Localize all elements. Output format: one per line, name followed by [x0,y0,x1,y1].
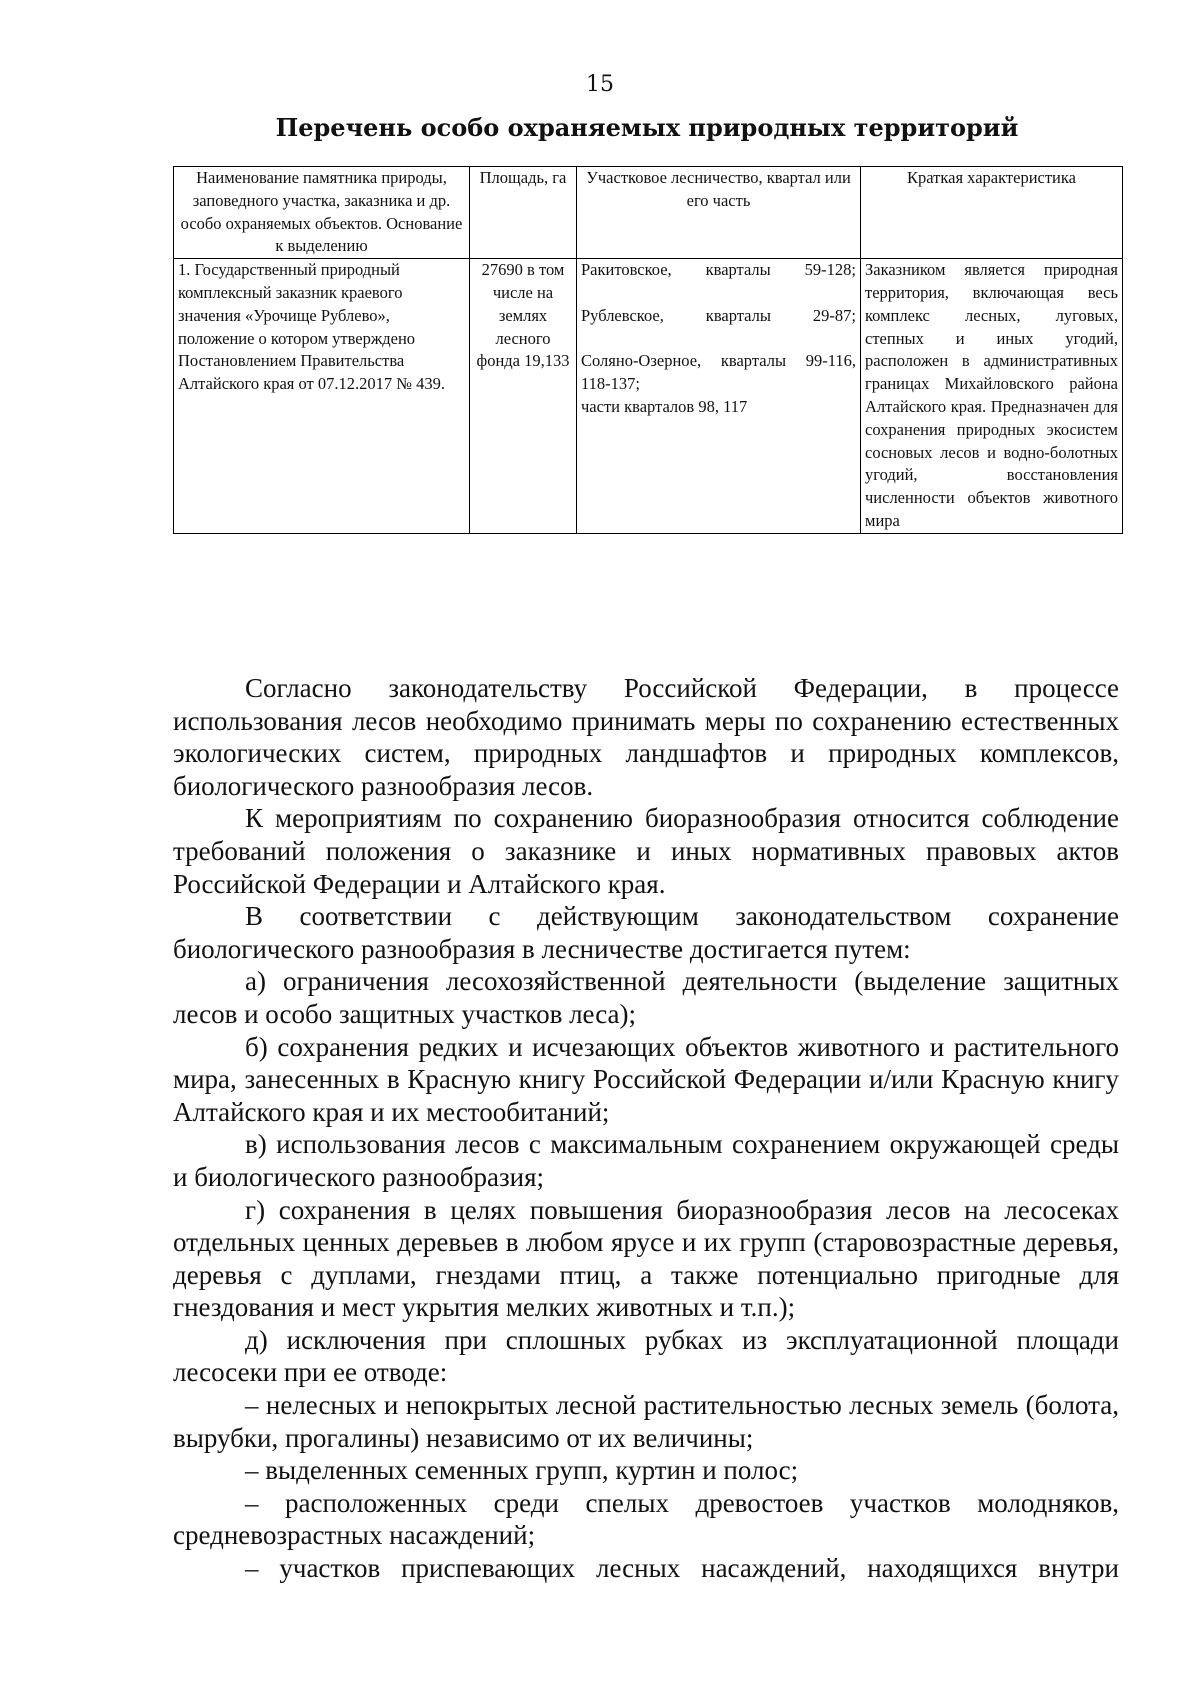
document-title: Перечень особо охраняемых природных территорий [275,113,1019,142]
paragraph: – выделенных семенных групп, куртин и полос; [245,1455,799,1486]
forestry-line: Соляно-Озерное, кварталы 99-116, 118-137; [581,351,856,394]
paragraph: б) сохранения редких и исчезающих объектов животного и растительного мира, занесенных в Красную книгу Российской Федерации и/или Красную книгу Алтайского края и их местообитаний; [173,1031,1119,1127]
paragraph: г) сохранения в целях повышения биоразнообразия лесов на лесосеках отдельных ценных деревьев в любом ярусе и их групп (старовозрастные деревья, деревья с дуплами, гнездами птиц, а также потенциально пригодные для гнездования и мест укрытия мелких животных и т.п.); [173,1194,1119,1323]
cell-forestry [577,259,861,534]
header-forestry: Участковое лесничество, квартал или его часть [577,167,861,259]
protected-territories-table [173,166,1123,534]
cell-territory-name: 1. Государственный природный комплексный заказник краевого значения «Урочище Рублево», положение о котором утверждено Постановлением Правительства Алтайского края от 07.12.2017 № 439. [174,259,470,534]
page-number: 15 [586,72,614,97]
forestry-line: Рублевское, кварталы 29-87; [581,305,856,325]
paragraph: д) исключения при сплошных рубках из эксплуатационной площади лесосеки при ее отводе: [173,1324,1119,1388]
forestry-line: Ракитовское, кварталы 59-128; [581,260,856,280]
paragraph: К мероприятиям по сохранению биоразнообразия относится соблюдение требований положения о заказнике и иных нормативных правовых актов Российской Федерации и Алтайского края. [173,803,1119,899]
table-row [174,259,1123,534]
header-area: Площадь, га [470,167,577,259]
paragraph: Согласно законодательству Российской Федерации, в процессе использования лесов необходимо принимать меры по сохранению естественных экологических систем, природных ландшафтов и природных комплексов, биологического разнообразия лесов. [173,673,1119,801]
forestry-line: части кварталов 98, 117 [581,396,748,416]
paragraph: а) ограничения лесохозяйственной деятельности (выделение защитных лесов и особо защитных участков леса); [173,966,1119,1029]
paragraph: – нелесных и непокрытых лесной растительностью лесных земель (болота, вырубки, прогалины) независимо от их величины; [173,1390,1119,1453]
body-text [173,672,1119,1585]
header-name: Наименование памятника природы, заповедного участка, заказника и др. особо охраняемых объектов. Основание к выделению [174,167,470,259]
paragraph: – расположенных среди спелых древостоев участков молодняков, средневозрастных насаждений; [173,1487,1119,1551]
header-description: Краткая характеристика [861,167,1123,259]
cell-description: Заказником является природная территория, включающая весь комплекс лесных, луговых, степных и иных угодий, расположен в административных границах Михайловского района Алтайского края. Предназначен для сохранения природных экосистем сосновых лесов и водно-болотных угодий, восстановления численности объектов животного мира [861,259,1123,534]
paragraph: в) использования лесов с максимальным сохранением окружающей среды и биологического разнообразия; [173,1129,1119,1192]
cell-area: 27690 в том числе на землях лесного фонда 19,133 [470,259,577,534]
table-header-row [174,167,1123,259]
paragraph: – участков приспевающих лесных насаждений, находящихся внутри [245,1553,1119,1584]
paragraph: В соответствии с действующим законодательством сохранение биологического разнообразия в лесничестве достигается путем: [173,901,1119,964]
